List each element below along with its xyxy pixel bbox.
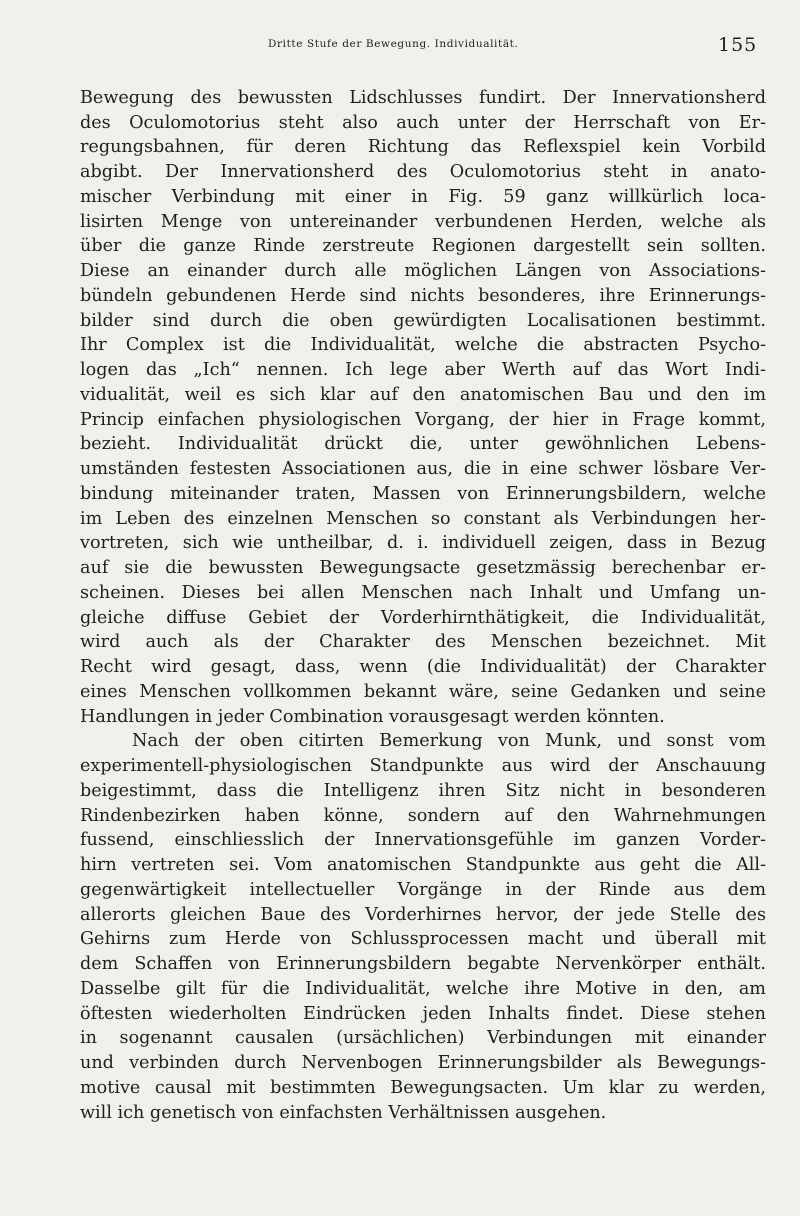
text-line: bilder sind durch die oben gewürdigten Localisationen bestimmt. <box>80 311 766 331</box>
text-line: fussend, einschliesslich der Innervationsgefühle im ganzen Vorder- <box>80 830 766 850</box>
text-line: allerorts gleichen Baue des Vorderhirnes hervor, der jede Stelle des <box>80 905 766 925</box>
text-line: Rindenbezirken haben könne, sondern auf den Wahrnehmungen <box>80 806 766 826</box>
text-line: bezieht. Individualität drückt die, unter gewöhnlichen Lebens- <box>80 434 766 454</box>
text-line: will ich genetisch von einfachsten Verhältnissen ausgehen. <box>80 1103 607 1123</box>
text-line: bündeln gebundenen Herde sind nichts besonderes, ihre Erinnerungs- <box>80 286 766 306</box>
text-line: gleiche diffuse Gebiet der Vorderhirnthätigkeit, die Individualität, <box>80 608 766 628</box>
text-line: regungsbahnen, für deren Richtung das Reflexspiel kein Vorbild <box>80 137 766 157</box>
running-head <box>0 36 800 56</box>
text-line: umständen festesten Associationen aus, die in eine schwer lösbare Ver- <box>80 459 766 479</box>
text-line: in sogenannt causalen (ursächlichen) Verbindungen mit einander <box>80 1028 766 1048</box>
text-line: wird auch als der Charakter des Menschen bezeichnet. Mit <box>80 632 766 652</box>
text-line: lisirten Menge von untereinander verbundenen Herden, welche als <box>80 212 766 232</box>
text-line: Recht wird gesagt, dass, wenn (die Individualität) der Charakter <box>80 657 766 677</box>
text-line: im Leben des einzelnen Menschen so constant als Verbindungen her- <box>80 509 766 529</box>
text-line: logen das „Ich“ nennen. Ich lege aber Werth auf das Wort Indi- <box>80 360 766 380</box>
text-line: über die ganze Rinde zerstreute Regionen dargestellt sein sollten. <box>80 236 766 256</box>
text-line: abgibt. Der Innervationsherd des Oculomotorius steht in anato- <box>80 162 766 182</box>
text-line: gegenwärtigkeit intellectueller Vorgänge in der Rinde aus dem <box>80 880 766 900</box>
text-line: vortreten, sich wie untheilbar, d. i. individuell zeigen, dass in Bezug <box>80 533 766 553</box>
running-title: Dritte Stufe der Bewegung. Individualität. <box>268 38 519 50</box>
text-line: auf sie die bewussten Bewegungsacte gesetzmässig berechenbar er- <box>80 558 766 578</box>
text-line: scheinen. Dieses bei allen Menschen nach Inhalt und Umfang un- <box>80 583 766 603</box>
text-line: mischer Verbindung mit einer in Fig. 59 ganz willkürlich loca- <box>80 187 766 207</box>
page-number: 155 <box>718 34 758 56</box>
text-line: Handlungen in jeder Combination vorausgesagt werden könnten. <box>80 707 665 727</box>
text-line: Gehirns zum Herde von Schlussprocessen macht und überall mit <box>80 929 766 949</box>
text-line: Bewegung des bewussten Lidschlusses fundirt. Der Innervationsherd <box>80 88 766 108</box>
text-line: eines Menschen vollkommen bekannt wäre, seine Gedanken und seine <box>80 682 766 702</box>
text-line: Princip einfachen physiologischen Vorgang, der hier in Frage kommt, <box>80 410 766 430</box>
text-line: und verbinden durch Nervenbogen Erinnerungsbilder als Bewegungs- <box>80 1053 766 1073</box>
text-line: hirn vertreten sei. Vom anatomischen Standpunkte aus geht die All- <box>80 855 766 875</box>
text-line: Ihr Complex ist die Individualität, welche die abstracten Psycho- <box>80 335 766 355</box>
text-line: Nach der oben citirten Bemerkung von Munk, und sonst vom <box>132 731 766 751</box>
text-line: Diese an einander durch alle möglichen Längen von Associations- <box>80 261 766 281</box>
text-line: dem Schaffen von Erinnerungsbildern begabte Nervenkörper enthält. <box>80 954 766 974</box>
text-line: bindung miteinander traten, Massen von Erinnerungsbildern, welche <box>80 484 766 504</box>
text-line: öftesten wiederholten Eindrücken jeden Inhalts findet. Diese stehen <box>80 1004 766 1024</box>
text-line: experimentell-physiologischen Standpunkte aus wird der Anschauung <box>80 756 766 776</box>
text-line: des Oculomotorius steht also auch unter der Herrschaft von Er- <box>80 113 766 133</box>
text-line: motive causal mit bestimmten Bewegungsacten. Um klar zu werden, <box>80 1078 766 1098</box>
text-line: beigestimmt, dass die Intelligenz ihren Sitz nicht in besonderen <box>80 781 766 801</box>
text-line: vidualität, weil es sich klar auf den anatomischen Bau und den im <box>80 385 766 405</box>
text-line: Dasselbe gilt für die Individualität, welche ihre Motive in den, am <box>80 979 766 999</box>
